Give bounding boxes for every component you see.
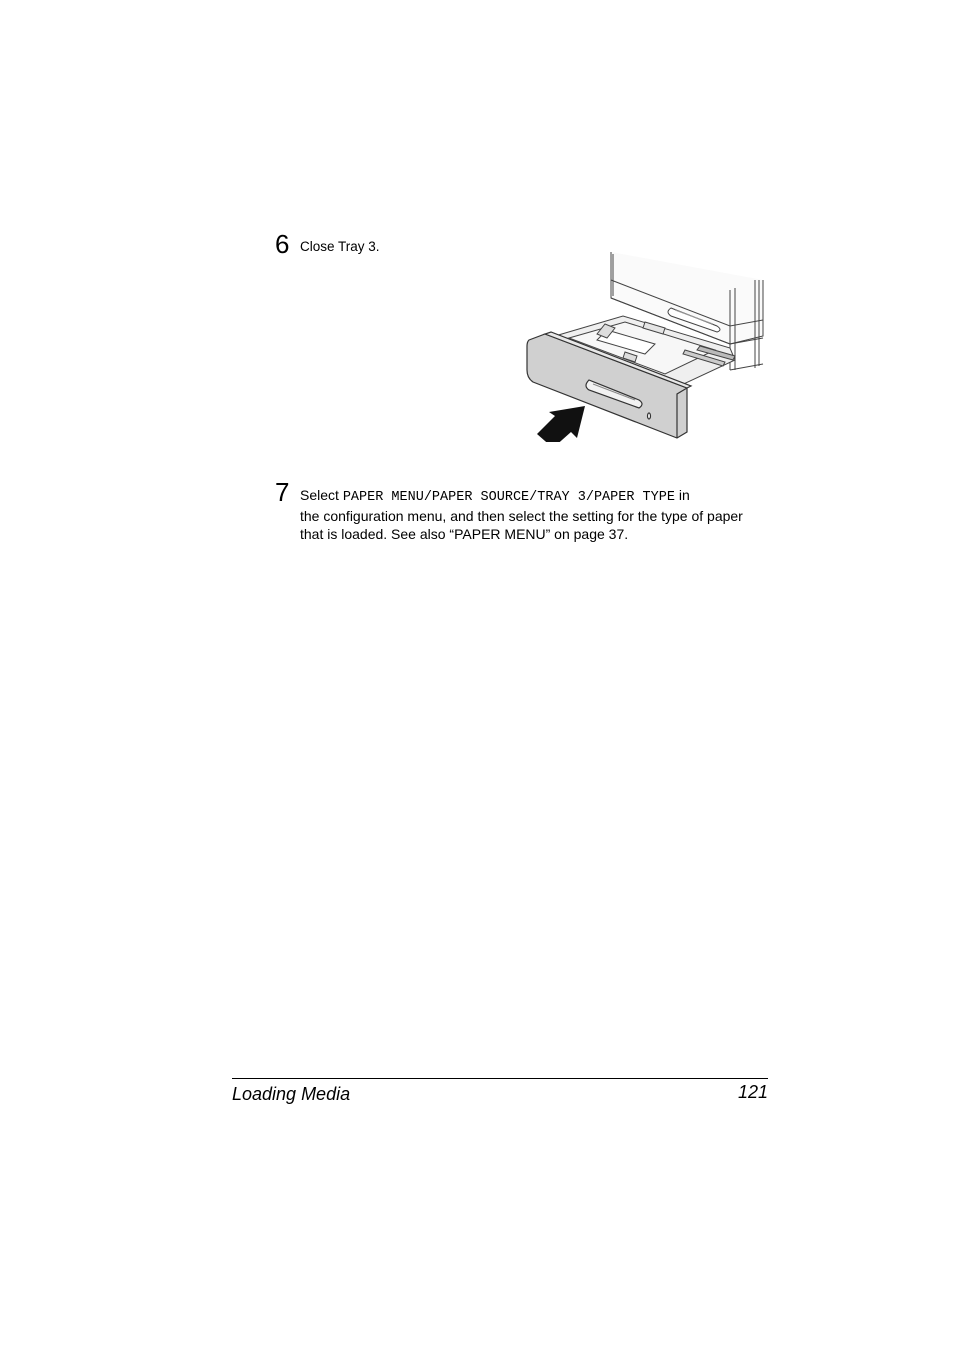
step-instruction [300,486,770,543]
instruction-text: Select [300,487,343,503]
instruction-text: in [674,487,690,503]
menu-path: PAPER MENU/PAPER SOURCE/TRAY 3/PAPER TYPE [342,490,675,505]
paper-tray-close-illustration [525,250,765,442]
page-number: 121 [737,1082,768,1102]
footer-divider [232,1078,768,1079]
step-number: 7 [275,477,290,507]
instruction-text: the configuration menu, and then select the setting for the type of paper [300,508,743,524]
footer-section-title: Loading Media [232,1084,351,1104]
step-instruction: Close Tray 3. [300,239,380,254]
instruction-text: that is loaded. See also “PAPER MENU” on page 37. [300,526,629,542]
step-number: 6 [275,229,290,259]
